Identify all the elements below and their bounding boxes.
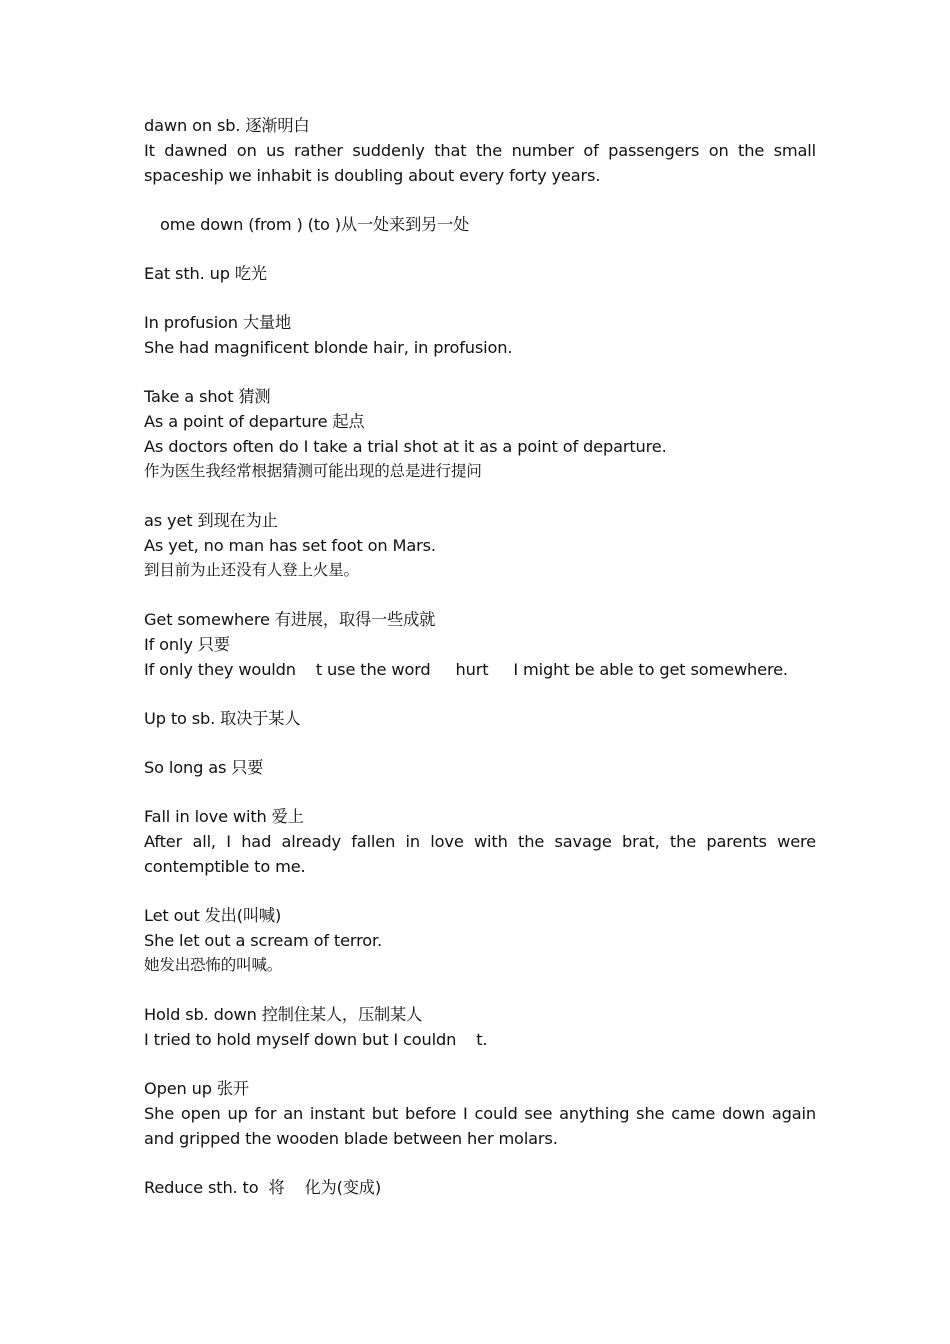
phrase-entry-get-somewhere <box>144 607 816 682</box>
example-sentence: I tried to hold myself down but I couldn t. <box>144 1030 488 1049</box>
phrase-entry-open-up <box>144 1076 816 1151</box>
phrase-heading: as yet 到现在为止 <box>144 511 278 530</box>
phrase-heading: Fall in love with 爱上 <box>144 807 304 826</box>
phrase-heading: As a point of departure 起点 <box>144 412 365 431</box>
example-sentence: She let out a scream of terror. <box>144 931 383 950</box>
phrase-entry-let-out <box>144 903 816 978</box>
phrase-heading: ome down (from ) (to )从一处来到另一处 <box>160 215 470 234</box>
example-sentence: It dawned on us rather suddenly that the number of passengers on the small spaceship we inhabit is doubling about every forty years. <box>144 141 816 185</box>
phrase-entry-as-yet <box>144 508 816 583</box>
translation-sentence: 作为医生我经常根据猜测可能出现的总是进行提问 <box>144 462 482 480</box>
phrase-heading: Open up 张开 <box>144 1079 249 1098</box>
phrase-heading: Hold sb. down 控制住某人，压制某人 <box>144 1005 423 1024</box>
phrase-entry-take-a-shot <box>144 384 816 484</box>
phrase-heading: If only 只要 <box>144 635 230 654</box>
phrase-heading: Let out 发出(叫喊) <box>144 906 282 925</box>
document-page <box>144 113 816 1224</box>
example-sentence: She had magnificent blonde hair, in profusion. <box>144 338 513 357</box>
example-sentence: If only they wouldn t use the word hurt I might be able to get somewhere. <box>144 660 788 679</box>
phrase-entry-hold-down <box>144 1002 816 1052</box>
phrase-heading: So long as 只要 <box>144 758 264 777</box>
phrase-entry-dawn-on <box>144 113 816 188</box>
phrase-entry-so-long-as <box>144 755 816 780</box>
phrase-heading: Reduce sth. to 将 化为(变成) <box>144 1178 381 1197</box>
phrase-entry-fall-in-love <box>144 804 816 879</box>
phrase-heading: Up to sb. 取决于某人 <box>144 709 301 728</box>
phrase-heading: dawn on sb. 逐渐明白 <box>144 116 310 135</box>
example-sentence: She open up for an instant but before I could see anything she came down again and gripped the wooden blade between her molars. <box>144 1104 816 1148</box>
phrase-entry-up-to <box>144 706 816 731</box>
translation-sentence: 她发出恐怖的叫喊。 <box>144 956 283 974</box>
example-sentence: As yet, no man has set foot on Mars. <box>144 536 436 555</box>
example-sentence: After all, I had already fallen in love with the savage brat, the parents were contemptible to me. <box>144 832 816 876</box>
phrase-heading: Take a shot 猜测 <box>144 387 271 406</box>
phrase-entry-eat-up <box>144 261 816 286</box>
phrase-heading: In profusion 大量地 <box>144 313 292 332</box>
translation-sentence: 到目前为止还没有人登上火星。 <box>144 561 359 579</box>
phrase-entry-reduce-to <box>144 1175 816 1200</box>
phrase-heading: Get somewhere 有进展，取得一些成就 <box>144 610 436 629</box>
example-sentence: As doctors often do I take a trial shot at it as a point of departure. <box>144 437 667 456</box>
phrase-entry-come-down <box>144 212 816 237</box>
phrase-entry-in-profusion <box>144 310 816 360</box>
phrase-heading: Eat sth. up 吃光 <box>144 264 267 283</box>
